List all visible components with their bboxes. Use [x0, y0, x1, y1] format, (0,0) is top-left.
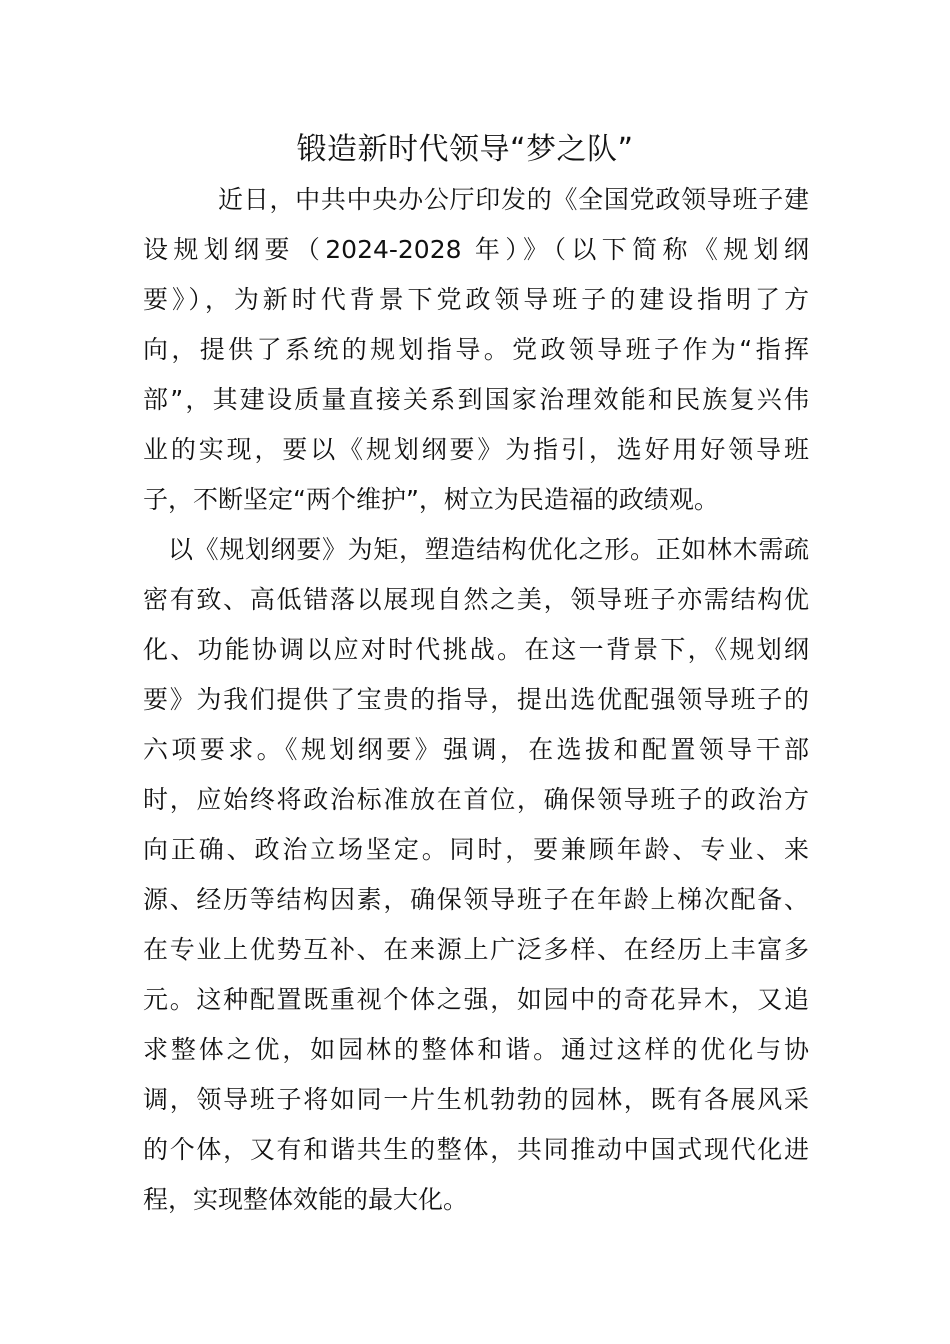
paragraph-2-line-4: 要》为我们提供了宝贵的指导，提出选优配强领导班子的: [143, 685, 809, 714]
paragraph-2-line-7: 向正确、政治立场坚定。同时，要兼顾年龄、专业、来: [143, 835, 809, 864]
paragraph-2-line-11: 求整体之优，如园林的整体和谐。通过这样的优化与协: [143, 1035, 809, 1064]
paragraph-2-line-2: 密有致、高低错落以展现自然之美，领导班子亦需结构优: [143, 585, 809, 614]
paragraph-2-line-1: 以《规划纲要》为矩，塑造结构优化之形。正如林木需疏: [168, 535, 809, 564]
paragraph-2-line-10: 元。这种配置既重视个体之强，如园中的奇花异木，又追: [143, 985, 809, 1014]
paragraph-2-line-13: 的个体，又有和谐共生的整体，共同推动中国式现代化进: [143, 1135, 809, 1164]
document-title: 锻造新时代领导“梦之队”: [296, 132, 634, 167]
paragraph-2-line-8: 源、经历等结构因素，确保领导班子在年龄上梯次配备、: [143, 885, 809, 914]
paragraph-2-line-6: 时，应始终将政治标准放在首位，确保领导班子的政治方: [143, 785, 809, 814]
paragraph-2-line-12: 调，领导班子将如同一片生机勃勃的园林，既有各展风采: [143, 1085, 809, 1114]
paragraph-2-line-14: 程，实现整体效能的最大化。: [143, 1185, 469, 1214]
paragraph-1-line-7: 子，不断坚定“两个维护”，树立为民造福的政绩观。: [143, 485, 719, 514]
paragraph-1-line-5: 部”，其建设质量直接关系到国家治理效能和民族复兴伟: [143, 385, 809, 414]
paragraph-2-line-9: 在专业上优势互补、在来源上广泛多样、在经历上丰富多: [143, 935, 809, 964]
paragraph-2-line-3: 化、功能协调以应对时代挑战。在这一背景下，《规划纲: [143, 635, 809, 664]
paragraph-1-line-6: 业的实现，要以《规划纲要》为指引，选好用好领导班: [143, 435, 809, 464]
paragraph-1-line-3: 要》），为新时代背景下党政领导班子的建设指明了方: [143, 285, 809, 314]
paragraph-1-line-4: 向，提供了系统的规划指导。党政领导班子作为“指挥: [143, 335, 809, 364]
paragraph-1-line-1: 近日，中共中央办公厅印发的《全国党政领导班子建: [218, 185, 809, 214]
paragraph-1-line-2: 设规划纲要（2024-2028 年）》（以下简称《规划纲: [143, 235, 809, 264]
paragraph-2-line-5: 六项要求。《规划纲要》强调，在选拔和配置领导干部: [143, 735, 809, 764]
